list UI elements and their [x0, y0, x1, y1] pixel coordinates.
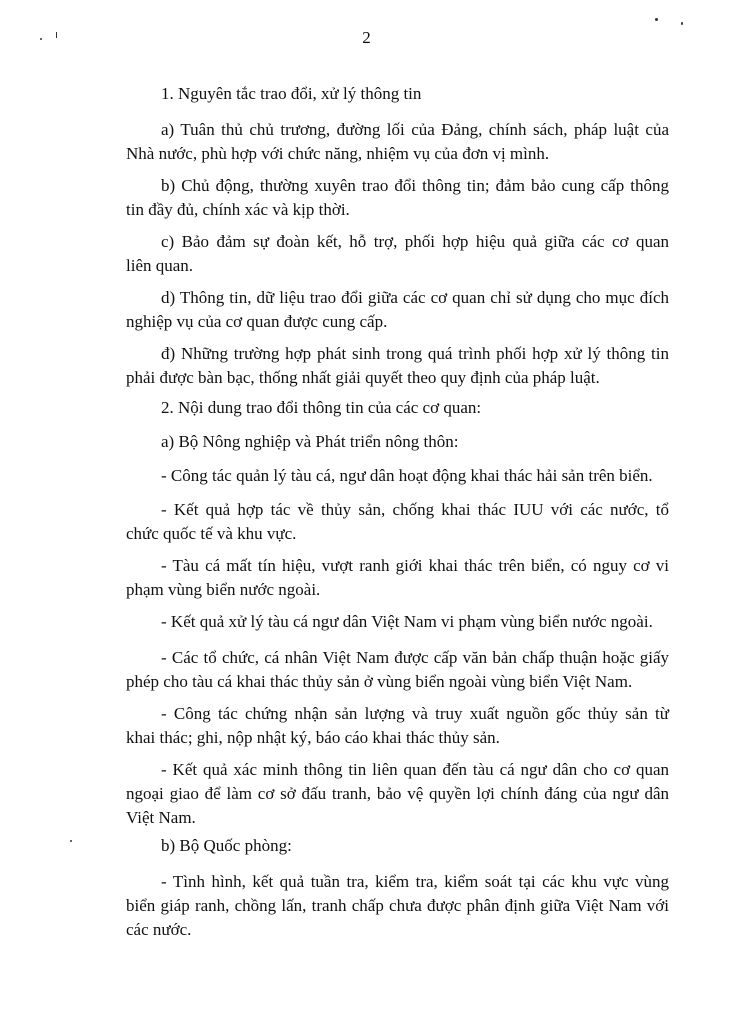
text-line: ngoại giao để làm cơ sở đấu tranh, bảo vệ quyền lợi chính đáng của ngư dân — [126, 784, 669, 803]
paragraph — [126, 870, 669, 942]
text-line: chức quốc tế và khu vực. — [126, 524, 297, 543]
text-line: b) Chủ động, thường xuyên trao đổi thông tin; đảm bảo cung cấp thông — [161, 176, 669, 195]
scan-speck — [40, 38, 42, 40]
paragraph — [126, 646, 669, 694]
text-line: 1. Nguyên tắc trao đổi, xử lý thông tin — [161, 84, 422, 103]
text-line: phạm vùng biển nước ngoài. — [126, 580, 321, 599]
paragraph — [126, 464, 669, 488]
paragraph — [126, 82, 669, 106]
paragraph — [126, 118, 669, 166]
text-line: phải được bàn bạc, thống nhất giải quyết theo quy định của pháp luật. — [126, 368, 600, 387]
scan-speck — [655, 18, 658, 21]
paragraph — [126, 702, 669, 750]
paragraph — [126, 286, 669, 334]
text-line: - Kết quả xử lý tàu cá ngư dân Việt Nam vi phạm vùng biển nước ngoài. — [161, 612, 653, 631]
text-line: liên quan. — [126, 256, 194, 275]
text-line: Việt Nam. — [126, 808, 196, 827]
scan-speck — [56, 32, 57, 38]
paragraph — [126, 834, 669, 858]
paragraph — [126, 498, 669, 546]
text-line: - Kết quả hợp tác về thủy sản, chống khai thác IUU với các nước, tổ — [161, 500, 669, 519]
text-line: đ) Những trường hợp phát sinh trong quá trình phối hợp xử lý thông tin — [161, 344, 669, 363]
text-line: - Kết quả xác minh thông tin liên quan đến tàu cá ngư dân cho cơ quan — [161, 760, 669, 779]
text-line: - Tình hình, kết quả tuần tra, kiểm tra, kiểm soát tại các khu vực vùng — [161, 872, 669, 891]
paragraph — [126, 396, 669, 420]
paragraph — [126, 430, 669, 454]
text-line: a) Bộ Nông nghiệp và Phát triển nông thôn: — [161, 432, 459, 451]
text-line: b) Bộ Quốc phòng: — [161, 836, 292, 855]
text-line: Nhà nước, phù hợp với chức năng, nhiệm vụ của đơn vị mình. — [126, 144, 550, 163]
paragraph — [126, 610, 669, 634]
text-line: khai thác; ghi, nộp nhật ký, báo cáo khai thác thủy sản. — [126, 728, 500, 747]
text-line: - Tàu cá mất tín hiệu, vượt ranh giới khai thác trên biển, có nguy cơ vi — [161, 556, 669, 575]
scan-speck — [70, 840, 72, 842]
text-line: c) Bảo đảm sự đoàn kết, hỗ trợ, phối hợp hiệu quả giữa các cơ quan — [161, 232, 669, 251]
paragraph — [126, 342, 669, 390]
scan-speck — [681, 22, 683, 25]
text-line: biển giáp ranh, chồng lấn, tranh chấp chưa được phân định giữa Việt Nam với — [126, 896, 669, 915]
text-line: nghiệp vụ của cơ quan được cung cấp. — [126, 312, 388, 331]
paragraph — [126, 554, 669, 602]
text-line: 2. Nội dung trao đổi thông tin của các cơ quan: — [161, 398, 482, 417]
paragraph — [126, 758, 669, 830]
text-line: phép cho tàu cá khai thác thủy sản ở vùng biển ngoài vùng biển Việt Nam. — [126, 672, 633, 691]
text-line: tin đầy đủ, chính xác và kịp thời. — [126, 200, 350, 219]
text-line: - Công tác chứng nhận sản lượng và truy xuất nguồn gốc thủy sản từ — [161, 704, 669, 723]
text-line: các nước. — [126, 920, 192, 939]
text-line: - Các tổ chức, cá nhân Việt Nam được cấp văn bản chấp thuận hoặc giấy — [161, 648, 669, 667]
paragraph — [126, 174, 669, 222]
text-line: - Công tác quản lý tàu cá, ngư dân hoạt động khai thác hải sản trên biển. — [161, 466, 653, 485]
text-line: a) Tuân thủ chủ trương, đường lối của Đảng, chính sách, pháp luật của — [161, 120, 669, 139]
text-line: d) Thông tin, dữ liệu trao đổi giữa các cơ quan chỉ sử dụng cho mục đích — [161, 288, 669, 307]
page-number: 2 — [362, 28, 371, 47]
paragraph — [126, 230, 669, 278]
